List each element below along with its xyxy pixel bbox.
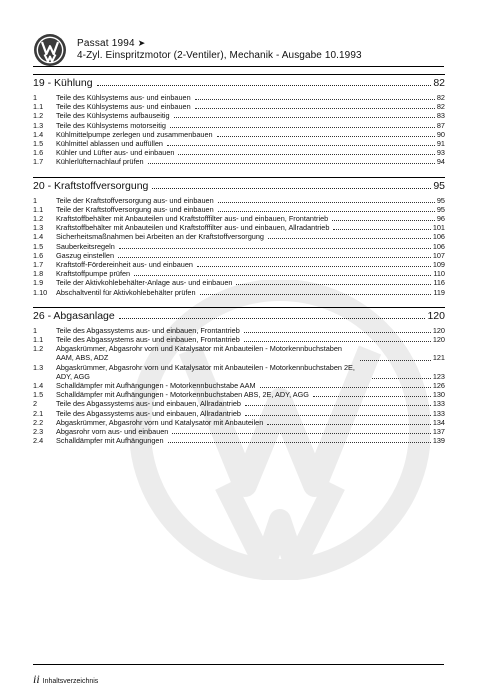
- toc-entry[interactable]: 2.4 Schalldämpfer mit Aufhängungen 139: [33, 436, 445, 446]
- toc-entry[interactable]: 1.2 Teile des Kühlsystems aufbauseitig 83: [33, 111, 445, 121]
- toc-entry[interactable]: 1.6 Kühler und Lüfter aus- und einbauen 93: [33, 148, 445, 158]
- toc-entry[interactable]: 1.3 Kraftstoffbehälter mit Anbauteilen und Kraftstofffilter aus- und einbauen, Allradantrieb 101: [33, 223, 445, 233]
- page-footer: [33, 672, 98, 687]
- footer-rule: [33, 664, 444, 665]
- section-rule: [33, 307, 445, 308]
- header-rule: [33, 66, 444, 67]
- page-number: ii: [33, 672, 40, 686]
- toc-entry[interactable]: 2.2 Abgaskrümmer, Abgasrohr vorn und Katalysator mit Anbauteilen 134: [33, 417, 445, 427]
- arrow-right-icon: ➤: [137, 38, 146, 48]
- toc-entry[interactable]: 1.10 Abschaltventil für Aktivkohlebehälter prüfen 119: [33, 287, 445, 297]
- toc-entry[interactable]: 1.7 Kraftstoff-Fördereinheit aus- und einbauen 109: [33, 260, 445, 270]
- toc-entry[interactable]: 1.4 Schalldämpfer mit Aufhängungen - Motorkennbuchstabe AAM 126: [33, 381, 445, 391]
- manual-subtitle: 4-Zyl. Einspritzmotor (2-Ventiler), Mechanik - Ausgabe 10.1993: [77, 50, 362, 61]
- toc-entry[interactable]: 2.3 Abgasrohr vorn aus- und einbauen 137: [33, 427, 445, 437]
- toc-entry[interactable]: 1.2 Abgaskrümmer, Abgasrohr vorn und Katalysator mit Anbauteilen - Motorkennbuchstaben AAM, ABS, ADZ 121: [33, 344, 445, 363]
- dot-leader: [97, 84, 432, 86]
- section-heading[interactable]: 20 - Kraftstoffversorgung 95: [33, 179, 445, 192]
- toc-entry[interactable]: 1.5 Kühlmittel ablassen und auffüllen 91: [33, 139, 445, 149]
- toc-entry[interactable]: 1.4 Kühlmittelpumpe zerlegen und zusammenbauen 90: [33, 129, 445, 139]
- section-rule: [33, 74, 445, 75]
- footer-label: Inhaltsverzeichnis: [42, 678, 99, 685]
- header-text: [77, 37, 362, 62]
- toc-entry[interactable]: 1.1 Teile des Kühlsystems aus- und einbauen 82: [33, 102, 445, 112]
- toc-section-kraftstoffversorgung: [33, 177, 445, 297]
- section-rule: [33, 177, 445, 178]
- toc-entry[interactable]: 1.3 Teile des Kühlsystems motorseitig 87: [33, 120, 445, 130]
- dot-leader: [152, 187, 431, 189]
- vehicle-model: Passat 1994: [77, 38, 135, 49]
- toc-entry[interactable]: 1.8 Kraftstoffpumpe prüfen 110: [33, 269, 445, 279]
- toc-entry[interactable]: 1.6 Gaszug einstellen 107: [33, 250, 445, 260]
- toc-entry[interactable]: 1.5 Sauberkeitsregeln 106: [33, 241, 445, 251]
- toc-entry[interactable]: 1.3 Abgaskrümmer, Abgasrohr vorn und Katalysator mit Anbauteilen - Motorkennbuchstaben 2E, ADY, AGG 123: [33, 362, 445, 381]
- toc-entry[interactable]: 1 Teile der Kraftstoffversorgung aus- und einbauen 95: [33, 195, 445, 205]
- vw-logo-icon: [33, 33, 67, 67]
- toc-entry[interactable]: 1.7 Kühlerlüfternachlauf prüfen 94: [33, 157, 445, 167]
- toc-entry[interactable]: 1.1 Teile des Abgassystems aus- und einbauen, Frontantrieb 120: [33, 335, 445, 345]
- toc-entry[interactable]: 1.2 Kraftstoffbehälter mit Anbauteilen und Kraftstofffilter aus- und einbauen, Frontantrieb 96: [33, 214, 445, 224]
- toc-section-kuehlung: [33, 74, 445, 167]
- toc-entry[interactable]: 1.9 Teile der Aktivkohlebehälter-Anlage aus- und einbauen 116: [33, 278, 445, 288]
- toc-entry[interactable]: 2.1 Teile des Abgassystems aus- und einbauen, Allradantrieb 133: [33, 408, 445, 418]
- toc-entry[interactable]: 1 Teile des Kühlsystems aus- und einbauen 82: [33, 93, 445, 102]
- toc-entry[interactable]: 2 Teile des Abgassystems aus- und einbauen, Allradantrieb 133: [33, 399, 445, 409]
- toc-entry[interactable]: 1.4 Sicherheitsmaßnahmen bei Arbeiten an der Kraftstoffversorgung 106: [33, 232, 445, 242]
- toc-entry[interactable]: 1 Teile des Abgassystems aus- und einbauen, Frontantrieb 120: [33, 325, 445, 335]
- table-of-contents: [33, 74, 445, 456]
- section-heading[interactable]: 26 - Abgasanlage 120: [33, 309, 445, 322]
- section-heading[interactable]: 19 - Kühlung 82: [33, 77, 445, 89]
- toc-section-abgasanlage: [33, 307, 445, 446]
- dot-leader: [119, 317, 426, 319]
- toc-entry[interactable]: 1.1 Teile der Kraftstoffversorgung aus- und einbauen 95: [33, 204, 445, 214]
- toc-entry[interactable]: 1.5 Schalldämpfer mit Aufhängungen - Motorkennbuchstaben ABS, 2E, ADY, AGG 130: [33, 390, 445, 400]
